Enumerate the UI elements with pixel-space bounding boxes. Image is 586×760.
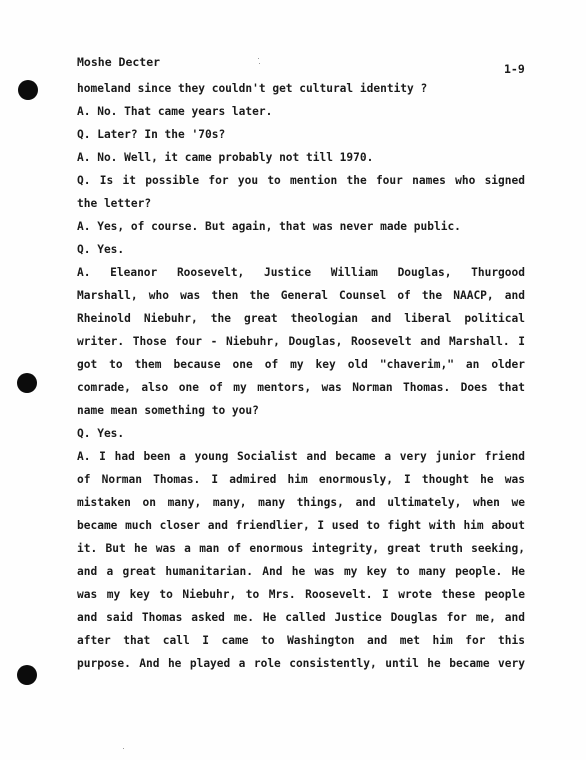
transcript-line: A. Yes, of course. But again, that was never made public. (77, 220, 461, 233)
transcript-line: Rheinold Niebuhr, the great theologian and liberal political (77, 312, 525, 325)
transcript-line: comrade, also one of my mentors, was Norman Thomas. Does that (77, 381, 525, 394)
transcript-line: was my key to Niebuhr, to Mrs. Roosevelt. I wrote these people (77, 588, 525, 601)
binder-hole-top (18, 80, 38, 100)
transcript-line: A. No. That came years later. (77, 105, 273, 118)
transcript-line: it. But he was a man of enormous integrity, great truth seeking, (77, 542, 525, 555)
transcript-line: and a great humanitarian. And he was my key to many people. He (77, 565, 525, 578)
paper-speck (123, 748, 124, 749)
transcript-line: A. Eleanor Roosevelt, Justice William Douglas, Thurgood (77, 266, 525, 279)
transcript-line: A. I had been a young Socialist and became a very junior friend (77, 450, 525, 463)
transcript-line: got to them because one of my key old "chaverim," an older (77, 358, 525, 371)
transcript-line: Marshall, who was then the General Counsel of the NAACP, and (77, 289, 525, 302)
transcript-line: became much closer and friendlier, I used to fight with him about (77, 519, 525, 532)
transcript-line: mistaken on many, many, many things, and ultimately, when we (77, 496, 525, 509)
page-number: 1-9 (504, 62, 525, 76)
transcript-body (77, 77, 525, 675)
paper-speck (259, 63, 260, 64)
transcript-line: name mean something to you? (77, 404, 259, 417)
transcript-line: homeland since they couldn't get cultural identity ? (77, 82, 428, 95)
transcript-line: writer. Those four - Niebuhr, Douglas, Roosevelt and Marshall. I (77, 335, 525, 348)
interviewee-name: Moshe Decter (77, 55, 161, 69)
transcript-line: purpose. And he played a role consistently, until he became very (77, 657, 525, 670)
binder-hole-bottom (17, 665, 37, 685)
transcript-line: of Norman Thomas. I admired him enormously, I thought he was (77, 473, 525, 486)
transcript-line: the letter? (77, 197, 152, 210)
transcript-line: after that call I came to Washington and met him for this (77, 634, 525, 647)
binder-hole-middle (17, 373, 37, 393)
paper-speck (258, 58, 259, 59)
transcript-line: Q. Is it possible for you to mention the four names who signed (77, 174, 525, 187)
transcript-line: A. No. Well, it came probably not till 1970. (77, 151, 374, 164)
transcript-line: Q. Yes. (77, 427, 125, 440)
transcript-line: Q. Later? In the '70s? (77, 128, 226, 141)
transcript-line: Q. Yes. (77, 243, 125, 256)
transcript-line: and said Thomas asked me. He called Justice Douglas for me, and (77, 611, 525, 624)
